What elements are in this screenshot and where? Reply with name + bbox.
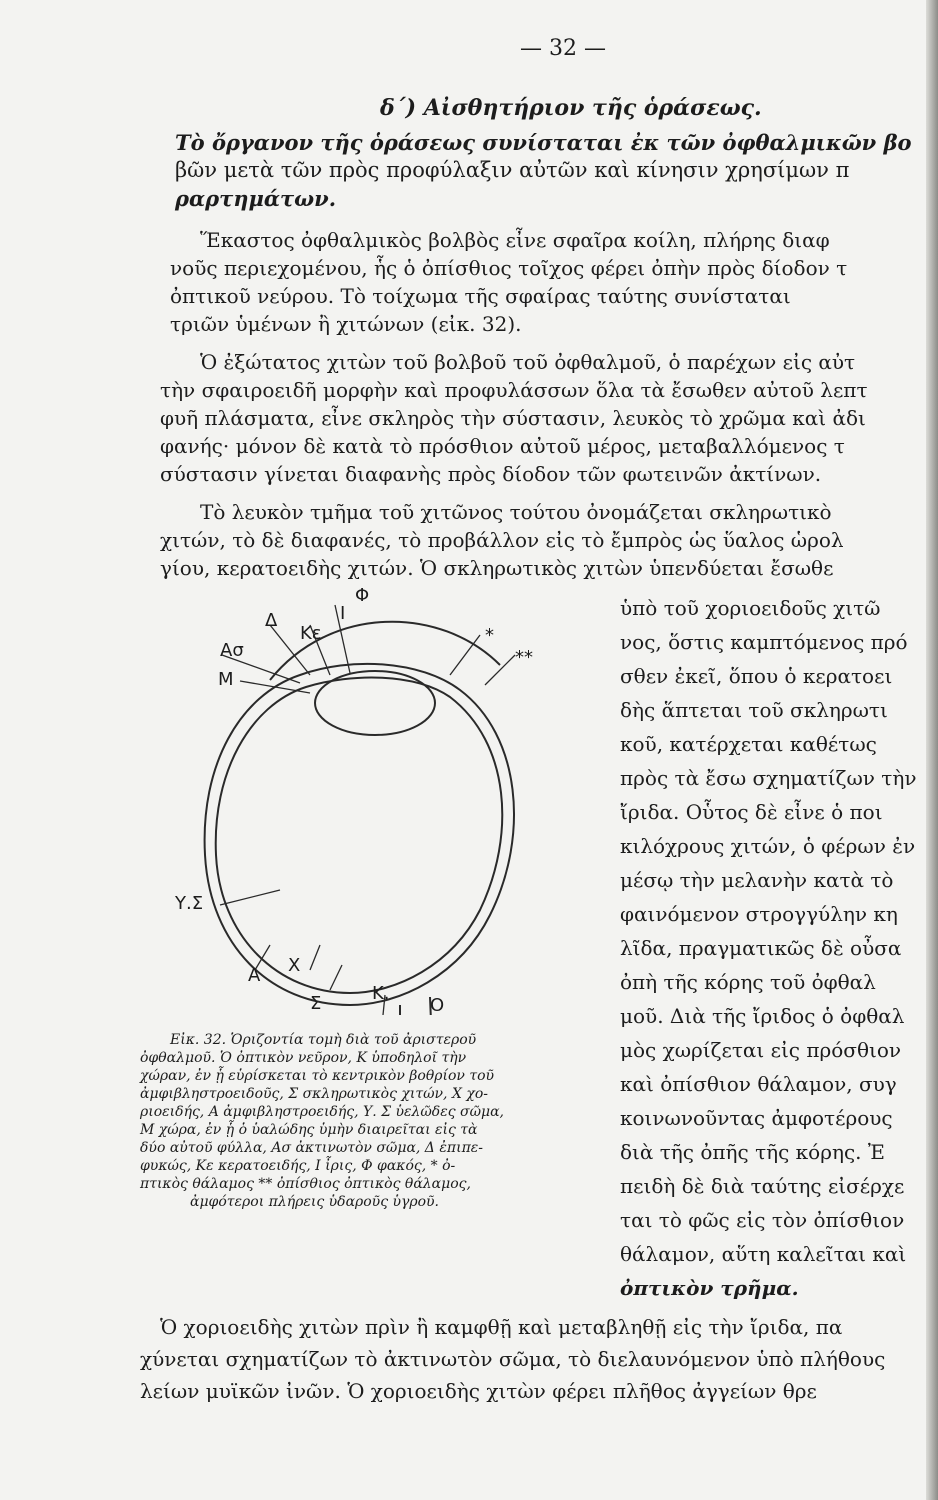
- side-text-line: κιλόχρους χιτών, ὁ φέρων ἐν: [620, 834, 916, 858]
- paragraph-line: γίου, κερατοειδὴς χιτών. Ὁ σκληρωτικὸς χιτὼν ὑπενδύεται ἔσωθε: [160, 556, 834, 580]
- figure-caption-line: δύο αὐτοῦ φύλλα, Ασ ἀκτινωτὸν σῶμα, Δ ἐπιπε-: [140, 1140, 484, 1156]
- figure-caption-line: ἀμφότεροι πλήρεις ὑδαροῦς ὑγροῦ.: [190, 1194, 439, 1210]
- label-star: *: [485, 625, 494, 646]
- section-heading: δ΄) Αἰσθητήριον τῆς ὁράσεως.: [380, 95, 762, 121]
- side-text-line: λῖδα, πραγματικῶς δὲ οὖσα: [620, 936, 902, 960]
- paragraph-line: Ὁ ἐξώτατος χιτὼν τοῦ βολβοῦ τοῦ ὀφθαλμοῦ, ὁ παρέχων εἰς αὐτ: [200, 350, 856, 374]
- figure-caption-line: ριοειδής, Α ἀμφιβληστροειδής, Υ. Σ ὑελῶδες σῶμα,: [140, 1104, 504, 1120]
- label-ys: Υ.Σ: [175, 893, 204, 914]
- intro-line: Τὸ ὄργανον τῆς ὁράσεως συνίσταται ἐκ τῶν ὀφθαλμικῶν βο: [175, 130, 912, 155]
- paragraph-line: φανής· μόνον δὲ κατὰ τὸ πρόσθιον αὐτοῦ μέρος, μεταβαλλόμενος τ: [160, 434, 845, 458]
- label-delta: Δ: [265, 610, 278, 631]
- side-text-line: θάλαμον, αὕτη καλεῖται καὶ: [620, 1242, 907, 1266]
- paragraph-line: λείων μυϊκῶν ἰνῶν. Ὁ χοριοειδὴς χιτὼν φέρει πλῆθος ἀγγείων θρε: [140, 1379, 817, 1403]
- side-text-line: φαινόμενον στρογγύλην κη: [620, 902, 898, 926]
- paragraph-line: νοῦς περιεχομένου, ἧς ὁ ὀπίσθιος τοῖχος φέρει ὀπὴν πρὸς δίοδον τ: [170, 256, 848, 280]
- figure-caption-line: φυκώς, Κε κερατοειδής, Ι ἶρις, Φ φακός, * ὀ-: [140, 1158, 456, 1174]
- side-text-line: πειδὴ δὲ διὰ ταύτης εἰσέρχε: [620, 1174, 905, 1198]
- paragraph-line: Ἕκαστος ὀφθαλμικὸς βολβὸς εἶνε σφαῖρα κοίλη, πλήρης διαφ: [200, 228, 830, 252]
- side-text-line: δὴς ἅπτεται τοῦ σκληρωτι: [620, 698, 888, 722]
- figure-caption-line: πτικὸς θάλαμος ** ὀπίσθιος ὀπτικὸς θάλαμος,: [140, 1176, 471, 1192]
- label-x: Χ: [288, 955, 301, 976]
- lens: [315, 671, 435, 735]
- label-a: Α: [248, 965, 261, 986]
- optic-nerve: [400, 997, 432, 1015]
- side-text-line: ται τὸ φῶς εἰς τὸν ὀπίσθιον: [620, 1208, 905, 1232]
- side-text-line: καὶ ὀπίσθιον θάλαμον, συγ: [620, 1072, 897, 1096]
- label-ke: Κε: [300, 623, 322, 644]
- paragraph-line: Ὁ χοριοειδὴς χιτὼν πρὶν ἢ καμφθῇ καὶ μεταβληθῇ εἰς τὴν ἴριδα, πα: [160, 1315, 843, 1339]
- paragraph-line: ὀπτικοῦ νεύρου. Τὸ τοίχωμα τῆς σφαίρας ταύτης συνίσταται: [170, 284, 791, 308]
- label-phi: Φ: [355, 585, 370, 606]
- figure-caption-line: Μ χώρα, ἐν ᾗ ὁ ὑαλώδης ὑμὴν διαιρεῖται εἰς τὰ: [140, 1122, 478, 1138]
- label-i: Ι: [340, 603, 346, 624]
- label-double-star: **: [515, 647, 533, 668]
- paragraph-line: Τὸ λευκὸν τμῆμα τοῦ χιτῶνος τούτου ὀνομάζεται σκληρωτικὸ: [200, 500, 832, 524]
- label-o: Ο: [430, 995, 445, 1016]
- paragraph-line: χιτών, τὸ δὲ διαφανές, τὸ προβάλλον εἰς τὸ ἔμπρὸς ὡς ὕαλος ὡρολ: [160, 528, 844, 552]
- side-text-line: μοῦ. Διὰ τῆς ἴριδος ὁ ὀφθαλ: [620, 1004, 905, 1028]
- paragraph-line: χύνεται σχηματίζων τὸ ἀκτινωτὸν σῶμα, τὸ διελαυνόμενον ὑπὸ πλήθους: [140, 1347, 886, 1371]
- figure-caption-line: ἀμφιβληστροειδοῦς, Σ σκληρωτικὸς χιτών, Χ χο-: [140, 1086, 489, 1102]
- paragraph-line: φυῆ πλάσματα, εἶνε σκληρὸς τὴν σύστασιν, λευκὸς τὸ χρῶμα καὶ ἀδι: [160, 406, 866, 430]
- label-m: Μ: [218, 669, 234, 690]
- eye-diagram: [160, 585, 620, 1015]
- sclera-outline: [205, 664, 514, 1005]
- side-text-line: πρὸς τὰ ἔσω σχηματίζων τὴν: [620, 766, 917, 790]
- side-text-line: μέσῳ τὴν μελανὴν κατὰ τὸ: [620, 868, 894, 892]
- side-text-line: διὰ τῆς ὀπῆς τῆς κόρης. Ἐ: [620, 1140, 885, 1164]
- page-edge-shadow: [926, 0, 938, 1500]
- intro-line: ραρτημάτων.: [175, 186, 337, 211]
- label-as: Ασ: [220, 640, 244, 661]
- side-text-line: σθεν ἐκεῖ, ὅπου ὁ κερατοει: [620, 664, 893, 688]
- side-text-line: ὀπὴ τῆς κόρης τοῦ ὀφθαλ: [620, 970, 876, 994]
- figure-caption-line: ὀφθαλμοῦ. Ὁ ὀπτικὸν νεῦρον, Κ ὑποδηλοῖ τὴν: [140, 1050, 467, 1066]
- page-number: — 32 —: [520, 36, 606, 61]
- label-k: Κ.: [372, 983, 390, 1004]
- paragraph-line: σύστασιν γίνεται διαφανὴς πρὸς δίοδον τῶν φωτεινῶν ἀκτίνων.: [160, 462, 822, 486]
- side-text-line: κοινωνοῦντας ἀμφοτέρους: [620, 1106, 893, 1130]
- label-sigma: Σ: [310, 993, 322, 1014]
- side-text-line: ὑπὸ τοῦ χοριοειδοῦς χιτῶ: [620, 596, 881, 620]
- side-text-line: ἴριδα. Οὗτος δὲ εἶνε ὁ ποι: [620, 800, 883, 824]
- figure-caption-line: Εἰκ. 32. Ὁριζοντία τομὴ διὰ τοῦ ἀριστεροῦ: [170, 1032, 477, 1048]
- intro-line: βῶν μετὰ τῶν πρὸς προφύλαξιν αὐτῶν καὶ κίνησιν χρησίμων π: [175, 158, 850, 182]
- side-text-line: νος, ὅστις καμπτόμενος πρό: [620, 630, 908, 654]
- paragraph-line: τριῶν ὑμένων ἢ χιτώνων (εἰκ. 32).: [170, 312, 522, 336]
- choroid-outline: [216, 678, 503, 993]
- side-text-line: μὸς χωρίζεται εἰς πρόσθιον: [620, 1038, 902, 1062]
- side-text-line: κοῦ, κατέρχεται καθέτως: [620, 732, 877, 756]
- paragraph-line: τὴν σφαιροειδῆ μορφὴν καὶ προφυλάσσων ὅλα τὰ ἔσωθεν αὐτοῦ λεπτ: [160, 378, 868, 402]
- figure-caption-line: χώραν, ἐν ᾗ εὑρίσκεται τὸ κεντρικὸν βοθρίον τοῦ: [140, 1068, 495, 1084]
- side-text-line: ὀπτικὸν τρῆμα.: [620, 1276, 799, 1300]
